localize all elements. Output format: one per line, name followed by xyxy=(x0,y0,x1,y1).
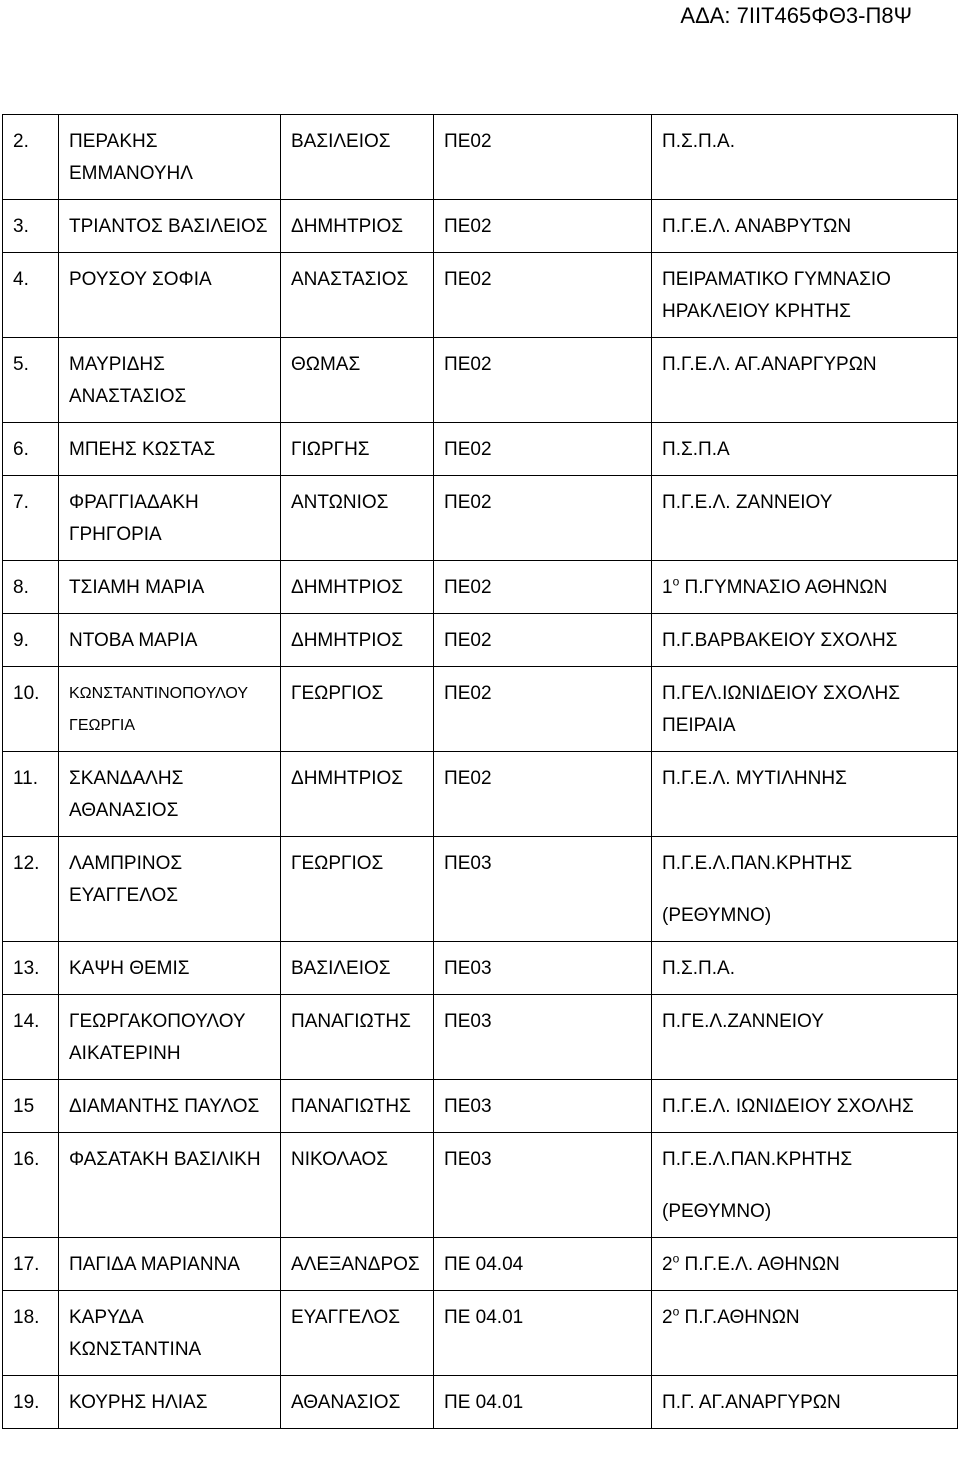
row-number-text: 15 xyxy=(13,1096,35,1117)
teacher-name-line: ΠΕΡΑΚΗΣ xyxy=(69,131,158,152)
specialty xyxy=(434,200,652,253)
teacher-name-line: ΣΚΑΝΔΑΛΗΣ xyxy=(69,768,184,789)
school-line: ΗΡΑΚΛΕΙΟΥ ΚΡΗΤΗΣ xyxy=(662,301,851,322)
teacher-name-line: ΓΕΩΡΓΑΚΟΠΟΥΛΟΥ xyxy=(69,1011,246,1032)
school-line: Π.ΓΕ.Λ.ΖΑΝΝΕΙΟΥ xyxy=(662,1011,824,1032)
row-number-text: 9. xyxy=(13,630,29,651)
teacher-name xyxy=(59,1376,281,1429)
specialty xyxy=(434,115,652,200)
row-number xyxy=(3,1291,59,1376)
school xyxy=(652,1133,958,1238)
row-number-text: 19. xyxy=(13,1392,40,1413)
row-number xyxy=(3,667,59,752)
teacher-name xyxy=(59,253,281,338)
row-number xyxy=(3,995,59,1080)
teacher-name-line: ΤΣΙΑΜΗ ΜΑΡΙΑ xyxy=(69,577,205,598)
specialty xyxy=(434,942,652,995)
teacher-name-line: ΜΑΥΡΙΔΗΣ xyxy=(69,354,165,375)
specialty xyxy=(434,561,652,614)
table-row xyxy=(3,752,958,837)
table-row xyxy=(3,253,958,338)
row-number-text: 12. xyxy=(13,853,40,874)
school xyxy=(652,942,958,995)
father-name xyxy=(281,942,434,995)
specialty xyxy=(434,667,652,752)
table-row xyxy=(3,200,958,253)
teacher-name-line: ΦΑΣΑΤΑΚΗ ΒΑΣΙΛΙΚΗ xyxy=(69,1149,261,1170)
specialty-text: ΠΕ02 xyxy=(444,354,492,375)
row-number xyxy=(3,1238,59,1291)
specialty-text: ΠΕ02 xyxy=(444,439,492,460)
father-name-text: ΔΗΜΗΤΡΙΟΣ xyxy=(291,577,404,598)
father-name xyxy=(281,1080,434,1133)
school-name: Π.Γ.ΑΘΗΝΩΝ xyxy=(679,1307,800,1328)
school-line: ΠΕΙΡΑΙΑ xyxy=(662,715,736,736)
teacher-name-line: ΠΑΓΙΔΑ ΜΑΡΙΑΝΝΑ xyxy=(69,1254,240,1275)
school-line: Π.Γ.ΒΑΡΒΑΚΕΙΟΥ ΣΧΟΛΗΣ xyxy=(662,630,898,651)
specialty-text: ΠΕ 04.01 xyxy=(444,1392,524,1413)
ada-header: ΑΔΑ: 7ΙΙΤ465ΦΘ3-Π8Ψ xyxy=(680,3,912,28)
father-name-text: ΑΝΤΩΝΙΟΣ xyxy=(291,492,389,513)
table-row xyxy=(3,1080,958,1133)
father-name xyxy=(281,476,434,561)
table-row xyxy=(3,1133,958,1238)
teacher-name xyxy=(59,115,281,200)
table-row xyxy=(3,1376,958,1429)
father-name xyxy=(281,1291,434,1376)
specialty-text: ΠΕ03 xyxy=(444,853,492,874)
father-name-text: ΠΑΝΑΓΙΩΤΗΣ xyxy=(291,1096,411,1117)
teacher-name-line: ΕΜΜΑΝΟΥΗΛ xyxy=(69,163,193,184)
school xyxy=(652,200,958,253)
row-number-text: 4. xyxy=(13,269,29,290)
teacher-name xyxy=(59,1238,281,1291)
table-row xyxy=(3,561,958,614)
specialty-text: ΠΕ02 xyxy=(444,768,492,789)
teacher-name xyxy=(59,476,281,561)
father-name-text: ΕΥΑΓΓΕΛΟΣ xyxy=(291,1307,401,1328)
specialty xyxy=(434,253,652,338)
teacher-name-line: ΡΟΥΣΟΥ ΣΟΦΙΑ xyxy=(69,269,212,290)
table-row xyxy=(3,995,958,1080)
school-line: Π.Γ.Ε.Λ. ΜΥΤΙΛΗΝΗΣ xyxy=(662,768,847,789)
father-name-text: ΑΝΑΣΤΑΣΙΟΣ xyxy=(291,269,409,290)
school-line: Π.Σ.Π.Α xyxy=(662,439,730,460)
specialty-text: ΠΕ02 xyxy=(444,630,492,651)
table-row xyxy=(3,667,958,752)
specialty-text: ΠΕ03 xyxy=(444,1149,492,1170)
row-number-text: 3. xyxy=(13,216,29,237)
teacher-name xyxy=(59,338,281,423)
father-name xyxy=(281,667,434,752)
teacher-name-line: ΚΑΡΥΔΑ xyxy=(69,1307,144,1328)
teacher-name xyxy=(59,1080,281,1133)
school xyxy=(652,115,958,200)
father-name xyxy=(281,200,434,253)
teacher-name-line: ΜΠΕΗΣ ΚΩΣΤΑΣ xyxy=(69,439,216,460)
row-number-text: 11. xyxy=(13,768,39,789)
table-row xyxy=(3,476,958,561)
row-number xyxy=(3,1376,59,1429)
father-name-text: ΘΩΜΑΣ xyxy=(291,354,361,375)
father-name-text: ΓΕΩΡΓΙΟΣ xyxy=(291,853,384,874)
specialty-text: ΠΕ 04.04 xyxy=(444,1254,524,1275)
specialty-text: ΠΕ03 xyxy=(444,1096,492,1117)
school-ordinal-suffix: ο xyxy=(672,574,680,589)
row-number-text: 14. xyxy=(13,1011,40,1032)
father-name-text: ΠΑΝΑΓΙΩΤΗΣ xyxy=(291,1011,411,1032)
specialty xyxy=(434,1080,652,1133)
school xyxy=(652,1238,958,1291)
row-number xyxy=(3,200,59,253)
teacher-name xyxy=(59,942,281,995)
specialty-text: ΠΕ02 xyxy=(444,492,492,513)
specialty-text: ΠΕ03 xyxy=(444,958,492,979)
teacher-name xyxy=(59,614,281,667)
specialty xyxy=(434,1376,652,1429)
teacher-name xyxy=(59,200,281,253)
school-line: Π.Γ. ΑΓ.ΑΝΑΡΓΥΡΩΝ xyxy=(662,1392,841,1413)
school xyxy=(652,995,958,1080)
table-row xyxy=(3,1238,958,1291)
school-name: Π.Γ.Ε.Λ. ΑΘΗΝΩΝ xyxy=(679,1254,840,1275)
row-number-text: 10. xyxy=(13,683,40,704)
school-line xyxy=(662,572,957,604)
teacher-name-line: ΚΩΝΣΤΑΝΤΙΝΑ xyxy=(69,1339,202,1360)
row-number xyxy=(3,752,59,837)
row-number xyxy=(3,253,59,338)
school-line: Π.Γ.Ε.Λ. ΑΝΑΒΡΥΤΩΝ xyxy=(662,216,852,237)
specialty-text: ΠΕ02 xyxy=(444,269,492,290)
school xyxy=(652,1376,958,1429)
father-name xyxy=(281,253,434,338)
row-number xyxy=(3,476,59,561)
table-row xyxy=(3,942,958,995)
school xyxy=(652,752,958,837)
row-number xyxy=(3,338,59,423)
school-line: Π.Γ.Ε.Λ. ΙΩΝΙΔΕΙΟΥ ΣΧΟΛΗΣ xyxy=(662,1096,914,1117)
father-name xyxy=(281,561,434,614)
father-name xyxy=(281,1133,434,1238)
school xyxy=(652,476,958,561)
table-row xyxy=(3,423,958,476)
teacher-name xyxy=(59,752,281,837)
school xyxy=(652,253,958,338)
school-line: ΠΕΙΡΑΜΑΤΙΚΟ ΓΥΜΝΑΣΙΟ xyxy=(662,269,891,290)
specialty-text: ΠΕ 04.01 xyxy=(444,1307,524,1328)
table-row xyxy=(3,115,958,200)
row-number-text: 6. xyxy=(13,439,29,460)
row-number xyxy=(3,1133,59,1238)
father-name-text: ΓΙΩΡΓΗΣ xyxy=(291,439,370,460)
father-name-text: ΑΘΑΝΑΣΙΟΣ xyxy=(291,1392,401,1413)
teacher-name xyxy=(59,1291,281,1376)
teacher-name xyxy=(59,423,281,476)
school-ordinal-suffix: ο xyxy=(672,1251,680,1266)
specialty xyxy=(434,995,652,1080)
row-number-text: 18. xyxy=(13,1307,40,1328)
row-number xyxy=(3,115,59,200)
school xyxy=(652,837,958,942)
father-name-text: ΝΙΚΟΛΑΟΣ xyxy=(291,1149,389,1170)
teacher-name-line: ΕΥΑΓΓΕΛΟΣ xyxy=(69,885,179,906)
school-line: Π.Σ.Π.Α. xyxy=(662,131,735,152)
specialty xyxy=(434,614,652,667)
father-name xyxy=(281,995,434,1080)
father-name-text: ΔΗΜΗΤΡΙΟΣ xyxy=(291,768,404,789)
school xyxy=(652,1080,958,1133)
father-name-text: ΑΛΕΞΑΝΔΡΟΣ xyxy=(291,1254,420,1275)
row-number xyxy=(3,1080,59,1133)
father-name xyxy=(281,423,434,476)
teacher-name-line: ΑΝΑΣΤΑΣΙΟΣ xyxy=(69,386,187,407)
row-number xyxy=(3,942,59,995)
row-number-text: 8. xyxy=(13,577,29,598)
row-number xyxy=(3,614,59,667)
school xyxy=(652,614,958,667)
school-ordinal: 2 xyxy=(662,1254,673,1275)
teacher-name-line: ΑΙΚΑΤΕΡΙΝΗ xyxy=(69,1043,181,1064)
school xyxy=(652,561,958,614)
specialty-text: ΠΕ02 xyxy=(444,131,492,152)
specialty-text: ΠΕ02 xyxy=(444,683,492,704)
table-row xyxy=(3,1291,958,1376)
teachers-table-body xyxy=(3,115,958,1429)
teachers-table xyxy=(2,114,958,1429)
row-number-text: 2. xyxy=(13,131,29,152)
teacher-name-line: ΑΘΑΝΑΣΙΟΣ xyxy=(69,800,179,821)
father-name-text: ΔΗΜΗΤΡΙΟΣ xyxy=(291,216,404,237)
specialty xyxy=(434,338,652,423)
teacher-name-line: ΚΟΥΡΗΣ ΗΛΙΑΣ xyxy=(69,1392,208,1413)
father-name xyxy=(281,1376,434,1429)
teacher-name-line: ΓΕΩΡΓΙΑ xyxy=(69,717,136,734)
father-name-text: ΒΑΣΙΛΕΙΟΣ xyxy=(291,131,391,152)
row-number-text: 13. xyxy=(13,958,40,979)
teacher-name-line: ΔΙΑΜΑΝΤΗΣ ΠΑΥΛΟΣ xyxy=(69,1096,260,1117)
school-line: Π.Γ.Ε.Λ.ΠΑΝ.ΚΡΗΤΗΣ xyxy=(662,1149,853,1170)
father-name xyxy=(281,837,434,942)
school-ordinal: 1 xyxy=(662,577,673,598)
school-line xyxy=(662,1302,957,1334)
teacher-name xyxy=(59,995,281,1080)
teacher-name xyxy=(59,561,281,614)
school-line xyxy=(662,1249,957,1281)
specialty xyxy=(434,1238,652,1291)
teacher-name-line: ΦΡΑΓΓΙΑΔΑΚΗ xyxy=(69,492,199,513)
row-number-text: 17. xyxy=(13,1254,40,1275)
school xyxy=(652,1291,958,1376)
row-number-text: 5. xyxy=(13,354,29,375)
teacher-name-line: ΚΑΨΗ ΘΕΜΙΣ xyxy=(69,958,190,979)
school xyxy=(652,338,958,423)
specialty-text: ΠΕ02 xyxy=(444,577,492,598)
teacher-name xyxy=(59,837,281,942)
specialty xyxy=(434,752,652,837)
school-ordinal-suffix: ο xyxy=(672,1304,680,1319)
teacher-name-line: ΓΡΗΓΟΡΙΑ xyxy=(69,524,162,545)
specialty xyxy=(434,1133,652,1238)
father-name-text: ΔΗΜΗΤΡΙΟΣ xyxy=(291,630,404,651)
specialty-text: ΠΕ03 xyxy=(444,1011,492,1032)
row-number-text: 16. xyxy=(13,1149,40,1170)
school-line: Π.Γ.Ε.Λ. ΖΑΝΝΕΙΟΥ xyxy=(662,492,833,513)
father-name xyxy=(281,338,434,423)
school xyxy=(652,423,958,476)
school xyxy=(652,667,958,752)
row-number xyxy=(3,561,59,614)
school-line: Π.ΓΕΛ.ΙΩΝΙΔΕΙΟΥ ΣΧΟΛΗΣ xyxy=(662,683,901,704)
teacher-name-line: ΝΤΟΒΑ ΜΑΡΙΑ xyxy=(69,630,198,651)
teacher-name-line: ΚΩΝΣΤΑΝΤΙΝΟΠΟΥΛΟΥ xyxy=(69,685,249,702)
table-row xyxy=(3,614,958,667)
school-line: Π.Γ.Ε.Λ.ΠΑΝ.ΚΡΗΤΗΣ xyxy=(662,853,853,874)
specialty xyxy=(434,423,652,476)
father-name xyxy=(281,115,434,200)
table-row xyxy=(3,837,958,942)
father-name xyxy=(281,1238,434,1291)
school-line: (ΡΕΘΥΜΝΟ) xyxy=(662,905,772,926)
row-number xyxy=(3,837,59,942)
school-line: Π.Γ.Ε.Λ. ΑΓ.ΑΝΑΡΓΥΡΩΝ xyxy=(662,354,877,375)
school-ordinal: 2 xyxy=(662,1307,673,1328)
specialty xyxy=(434,476,652,561)
specialty xyxy=(434,837,652,942)
school-line: Π.Σ.Π.Α. xyxy=(662,958,735,979)
father-name xyxy=(281,614,434,667)
table-row xyxy=(3,338,958,423)
teacher-name-line: ΤΡΙΑΝΤΟΣ ΒΑΣΙΛΕΙΟΣ xyxy=(69,216,268,237)
teacher-name xyxy=(59,1133,281,1238)
father-name xyxy=(281,752,434,837)
row-number xyxy=(3,423,59,476)
school-name: Π.ΓΥΜΝΑΣΙΟ ΑΘΗΝΩΝ xyxy=(679,577,888,598)
teacher-name-line: ΛΑΜΠΡΙΝΟΣ xyxy=(69,853,183,874)
school-line: (ΡΕΘΥΜΝΟ) xyxy=(662,1201,772,1222)
specialty xyxy=(434,1291,652,1376)
father-name-text: ΓΕΩΡΓΙΟΣ xyxy=(291,683,384,704)
specialty-text: ΠΕ02 xyxy=(444,216,492,237)
row-number-text: 7. xyxy=(13,492,29,513)
teacher-name xyxy=(59,667,281,752)
father-name-text: ΒΑΣΙΛΕΙΟΣ xyxy=(291,958,391,979)
